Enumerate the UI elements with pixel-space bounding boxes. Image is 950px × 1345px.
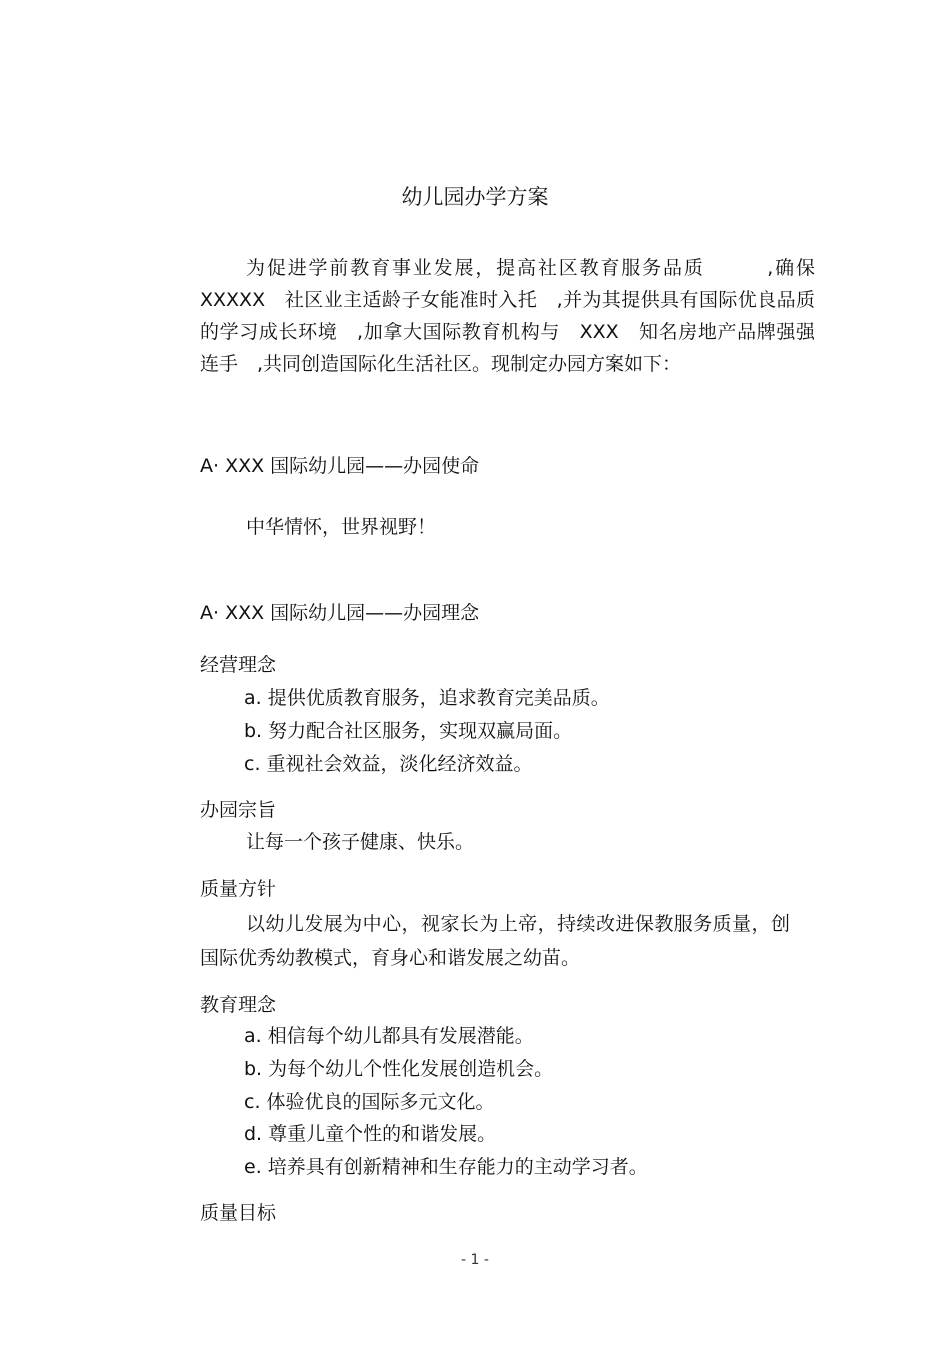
quality-policy-heading: 质量方针 — [200, 878, 277, 900]
page-number: - 1 - — [461, 1252, 489, 1268]
list-marker: b. — [244, 1057, 263, 1080]
list-item-text: 相信每个幼儿都具有发展潜能。 — [267, 1025, 534, 1047]
purpose-text: 让每一个孩子健康、快乐。 — [246, 831, 475, 853]
mission-text: 中华情怀，世界视野！ — [246, 516, 437, 538]
quality-goal-heading: 质量目标 — [200, 1202, 277, 1224]
list-item-text: 重视社会效益，淡化经济效益。 — [266, 752, 533, 775]
quality-policy-paragraph — [200, 907, 790, 975]
list-item-text: 努力配合社区服务，实现双赢局面。 — [268, 719, 573, 742]
list-marker: b. — [244, 719, 263, 742]
education-heading: 教育理念 — [200, 994, 277, 1016]
purpose-heading: 办园宗旨 — [200, 799, 277, 821]
document-title: 幼儿园办学方案 — [401, 185, 549, 209]
list-item-text: 培养具有创新精神和生存能力的主动学习者。 — [267, 1156, 648, 1179]
list-marker: a. — [244, 1025, 262, 1047]
list-item — [244, 682, 610, 715]
list-item-text: 为每个幼儿个性化发展创造机会。 — [268, 1057, 554, 1080]
management-list — [244, 682, 610, 780]
list-item — [244, 1020, 648, 1053]
list-marker: c. — [244, 752, 261, 775]
list-item — [244, 1053, 648, 1086]
list-item-text: 提供优质教育服务，追求教育完美品质。 — [267, 687, 610, 709]
quality-policy-text: 以幼儿发展为中心，视家长为上帝，持续改进保教服务质量，创国际优秀幼教模式，育身心和谐发展之幼苗。 — [200, 913, 790, 969]
management-heading: 经营理念 — [200, 654, 277, 676]
list-item — [244, 715, 610, 748]
list-item-text: 尊重儿童个性的和谐发展。 — [268, 1123, 497, 1146]
mission-heading: A· XXX 国际幼儿园——办园使命 — [200, 455, 480, 477]
list-item-text: 体验优良的国际多元文化。 — [266, 1090, 495, 1113]
list-item — [244, 1086, 648, 1119]
list-item — [244, 748, 610, 781]
list-marker: c. — [244, 1090, 261, 1113]
list-marker: e. — [244, 1156, 262, 1179]
intro-text: 为促进学前教育事业发展，提高社区教育服务品质 ,确保XXXXX 社区业主适龄子女能准时入托 ,并为其提供具有国际优良品质的学习成长环境 ,加拿大国际教育机构与 XXX 知名房地产品牌强强连手 ,共同创造国际化生活社区。现制定办园方案如下： — [200, 257, 815, 375]
list-marker: a. — [244, 687, 262, 709]
intro-paragraph — [200, 252, 815, 380]
philosophy-heading: A· XXX 国际幼儿园——办园理念 — [200, 602, 480, 624]
list-item — [244, 1151, 648, 1184]
list-item — [244, 1118, 648, 1151]
education-list — [244, 1020, 648, 1184]
list-marker: d. — [244, 1123, 263, 1146]
